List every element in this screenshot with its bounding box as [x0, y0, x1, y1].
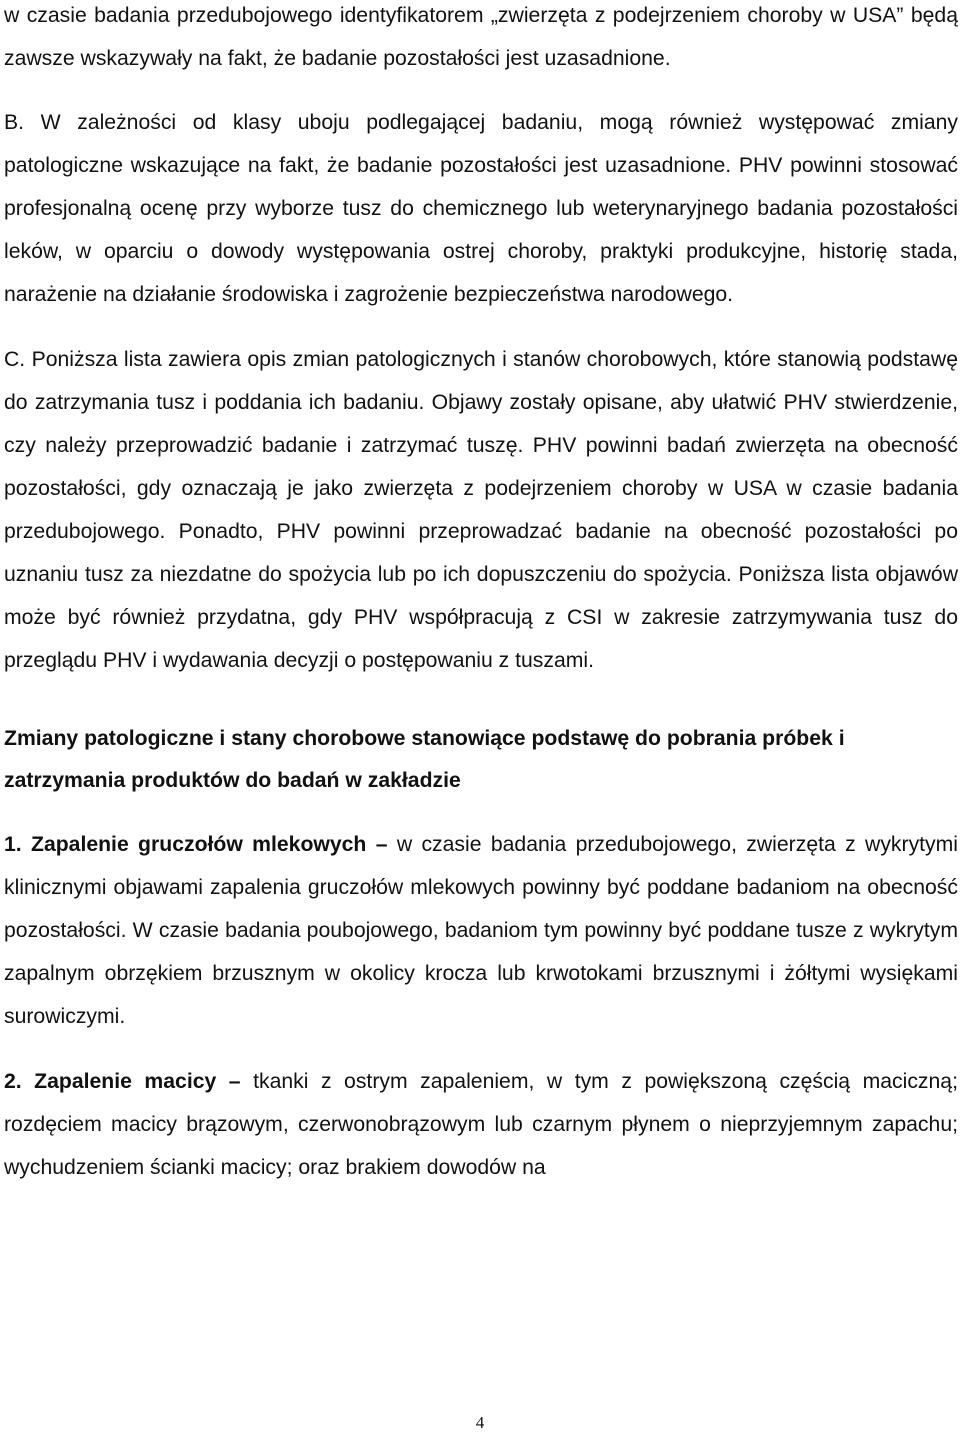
paragraph-b: B. W zależności od klasy uboju podlegającej badaniu, mogą również występować zmiany patologiczne wskazujące na fakt, że badanie pozostałości jest uzasadnione. PHV powinni stosować profesjonalną ocenę przy wyborze tusz do chemicznego lub weterynaryjnego badania pozostałości leków, w oparciu o dowody występowania ostrej choroby, praktyki produkcyjne, historię stada, narażenie na działanie środowiska i zagrożenie bezpieczeństwa narodowego.: [4, 111, 958, 306]
document-page: [4, 0, 958, 1189]
list-item-text: w czasie badania przedubojowego, zwierzęta z wykrytymi klinicznymi objawami zapalenia gruczołów mlekowych powinny być poddane badaniom na obecność pozostałości. W czasie badania poubojowego, badaniom tym powinny być poddane tusze z wykrytym zapalnym obrzękiem brzusznym w okolicy krocza lub krwotokami brzusznymi i żółtymi wysiękami surowiczymi.: [4, 833, 958, 1028]
page-number: 4: [475, 1413, 485, 1432]
list-item-term: 2. Zapalenie macicy –: [4, 1070, 241, 1093]
list-item-term: 1. Zapalenie gruczołów mlekowych –: [4, 833, 388, 856]
list-item-text: tkanki z ostrym zapaleniem, w tym z powiększoną częścią maciczną; rozdęciem macicy brązowym, czerwonobrązowym lub czarnym płynem o nieprzyjemnym zapachu; wychudzeniem ścianki macicy; oraz brakiem dowodów na: [4, 1070, 958, 1179]
section-heading: Zmiany patologiczne i stany chorobowe stanowiące podstawę do pobrania próbek i zatrzymania produktów do badań w zakładzie: [4, 727, 845, 792]
paragraph-c: C. Poniższa lista zawiera opis zmian patologicznych i stanów chorobowych, które stanowią podstawę do zatrzymania tusz i poddania ich badaniu. Objawy zostały opisane, aby ułatwić PHV stwierdzenie, czy należy przeprowadzić badanie i zatrzymać tuszę. PHV powinni badań zwierzęta na obecność pozostałości, gdy oznaczają je jako zwierzęta z podejrzeniem choroby w USA w czasie badania przedubojowego. Ponadto, PHV powinni przeprowadzać badanie na obecność pozostałości po uznaniu tusz za niezdatne do spożycia lub po ich dopuszczeniu do spożycia. Poniższa lista objawów może być również przydatna, gdy PHV współpracują z CSI w zakresie zatrzymywania tusz do przeglądu PHV i wydawania decyzji o postępowaniu z tuszami.: [4, 348, 958, 672]
list-item: [4, 1060, 958, 1189]
list-item: [4, 823, 958, 1038]
paragraph-intro: w czasie badania przedubojowego identyfikatorem „zwierzęta z podejrzeniem choroby w USA” będą zawsze wskazywały na fakt, że badanie pozostałości jest uzasadnione.: [4, 4, 958, 70]
